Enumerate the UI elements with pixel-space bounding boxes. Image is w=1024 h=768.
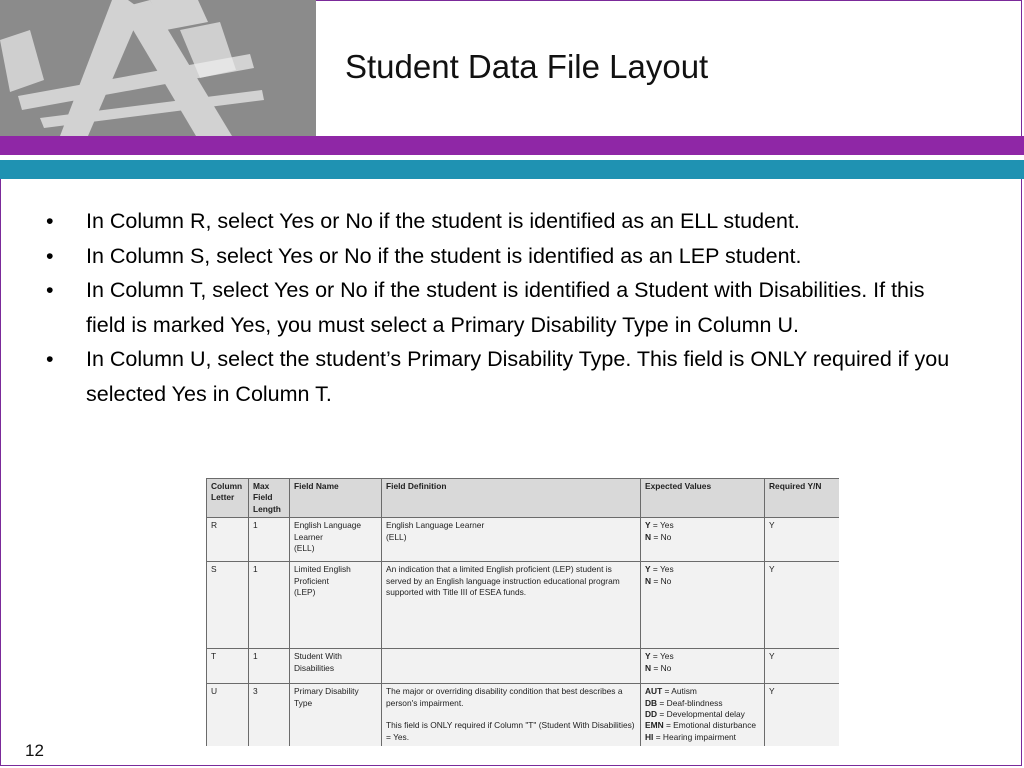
header-required: Required Y/N bbox=[765, 479, 840, 518]
cell-field-definition: English Language Learner (ELL) bbox=[382, 518, 641, 562]
teal-band bbox=[0, 160, 1024, 179]
expected-value-code: HI bbox=[645, 731, 654, 742]
table-row bbox=[207, 684, 840, 746]
expected-value-text: = Yes bbox=[650, 651, 674, 662]
cell-expected-values bbox=[641, 649, 765, 684]
expected-value-line bbox=[645, 576, 760, 587]
field-layout-table-image bbox=[206, 478, 839, 746]
expected-value-text: = No bbox=[651, 531, 672, 542]
logo bbox=[0, 0, 316, 136]
expected-value-line bbox=[645, 663, 760, 674]
expected-value-line bbox=[645, 732, 760, 743]
expected-value-code: AUT bbox=[645, 686, 663, 697]
expected-value-text: = Yes bbox=[650, 564, 674, 575]
cell-expected-values bbox=[641, 684, 765, 746]
header-field-definition: Field Definition bbox=[382, 479, 641, 518]
cell-required: Y bbox=[765, 518, 840, 562]
letter-a-brush-logo-icon bbox=[0, 0, 316, 136]
header-field-name: Field Name bbox=[290, 479, 382, 518]
expected-value-text: = Developmental delay bbox=[657, 709, 745, 720]
cell-expected-values bbox=[641, 518, 765, 562]
expected-value-text: = Emotional disturbance bbox=[663, 720, 757, 731]
cell-max-length: 3 bbox=[249, 684, 290, 746]
expected-value-line bbox=[645, 686, 760, 697]
table-row bbox=[207, 518, 840, 562]
cell-field-definition bbox=[382, 649, 641, 684]
page-number: 12 bbox=[25, 741, 44, 760]
expected-value-code: Y bbox=[645, 564, 651, 575]
expected-value-line bbox=[645, 651, 760, 662]
bullet-item: • In Column T, select Yes or No if the student is identified a Student with Disabilities. If this field is marked Yes, you must select a Primary Disability Type in Column U. bbox=[46, 273, 966, 342]
expected-value-line bbox=[645, 520, 760, 531]
expected-value-code: DB bbox=[645, 697, 658, 708]
table-header-row bbox=[207, 479, 840, 518]
table-row bbox=[207, 562, 840, 649]
cell-field-name: Limited English Proficient (LEP) bbox=[290, 562, 382, 649]
cell-expected-values bbox=[641, 562, 765, 649]
bullet-item: • In Column S, select Yes or No if the student is identified as an LEP student. bbox=[46, 239, 966, 274]
field-layout-table bbox=[206, 478, 839, 746]
cell-column-letter: S bbox=[207, 562, 249, 649]
cell-field-name: English Language Learner (ELL) bbox=[290, 518, 382, 562]
header-max-field-length: Max Field Length bbox=[249, 479, 290, 518]
expected-value-code: N bbox=[645, 575, 652, 586]
expected-value-code: N bbox=[645, 531, 652, 542]
bullet-list bbox=[46, 204, 966, 411]
cell-column-letter: T bbox=[207, 649, 249, 684]
cell-field-definition: An indication that a limited English proficient (LEP) student is served by an English language instruction educational program supported with Title III of ESEA funds. bbox=[382, 562, 641, 649]
header-column-letter: Column Letter bbox=[207, 479, 249, 518]
header-expected-values: Expected Values bbox=[641, 479, 765, 518]
cell-max-length: 1 bbox=[249, 649, 290, 684]
expected-value-code: Y bbox=[645, 651, 651, 662]
cell-field-name: Primary Disability Type bbox=[290, 684, 382, 746]
table-row bbox=[207, 649, 840, 684]
cell-field-definition: The major or overriding disability condition that best describes a person's impairment. This field is ONLY required if Column "T" (Student With Disabilities) = Yes. bbox=[382, 684, 641, 746]
expected-value-code: DD bbox=[645, 709, 658, 720]
expected-value-text: = Hearing impairment bbox=[653, 731, 736, 742]
expected-value-text: = No bbox=[651, 662, 672, 673]
cell-max-length: 1 bbox=[249, 562, 290, 649]
expected-value-text: = Yes bbox=[650, 520, 674, 531]
expected-value-code: Y bbox=[645, 520, 651, 531]
expected-value-line bbox=[645, 698, 760, 709]
expected-value-code: EMN bbox=[645, 720, 664, 731]
purple-band bbox=[0, 136, 1024, 155]
cell-required: Y bbox=[765, 684, 840, 746]
expected-value-text: = Autism bbox=[662, 686, 697, 697]
expected-value-line bbox=[645, 564, 760, 575]
expected-value-line bbox=[645, 720, 760, 731]
cell-column-letter: U bbox=[207, 684, 249, 746]
cell-column-letter: R bbox=[207, 518, 249, 562]
expected-value-text: = Deaf-blindness bbox=[657, 697, 723, 708]
cell-field-name: Student With Disabilities bbox=[290, 649, 382, 684]
cell-required: Y bbox=[765, 562, 840, 649]
slide-title: Student Data File Layout bbox=[345, 48, 709, 85]
expected-value-line bbox=[645, 709, 760, 720]
cell-required: Y bbox=[765, 649, 840, 684]
bullet-item: • In Column U, select the student’s Primary Disability Type. This field is ONLY required if you selected Yes in Column T. bbox=[46, 342, 966, 411]
expected-value-text: = No bbox=[651, 575, 672, 586]
bullet-item: • In Column R, select Yes or No if the student is identified as an ELL student. bbox=[46, 204, 966, 239]
expected-value-line bbox=[645, 532, 760, 543]
cell-max-length: 1 bbox=[249, 518, 290, 562]
expected-value-code: N bbox=[645, 662, 652, 673]
